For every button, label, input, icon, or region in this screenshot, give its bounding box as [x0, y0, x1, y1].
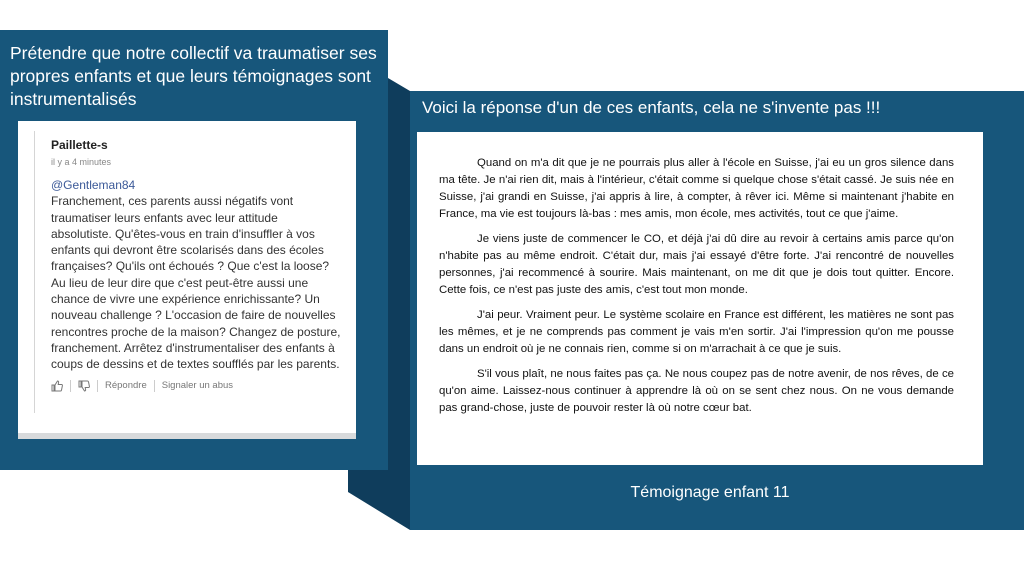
comment-body-wrapper — [51, 177, 341, 373]
action-divider — [97, 380, 98, 392]
testimony-paragraph: J'ai peur. Vraiment peur. Le système scolaire en France est différent, les matières ne sont pas les mêmes, et je ne comprends pas comment je vais m'en sortir. J'ai l'impression qu'on me pousse dans un endroit où je ne connais rien, comme si on m'arrachait à ce que je suis. — [439, 309, 954, 355]
comment-timestamp: il y a 4 minutes — [51, 157, 112, 167]
reply-link[interactable]: Répondre — [105, 380, 147, 392]
comment-author[interactable]: Paillette-s — [51, 138, 108, 152]
testimony-paragraph: S'il vous plaît, ne nous faites pas ça. Ne nous coupez pas de notre avenir, de nos rêves, de ce qu'on aime. Laissez-nous continuer à apprendre là où on se sent chez nous. On ne vous demande pas grand-chose, juste de pouvoir rester là où notre cœur bat. — [439, 368, 954, 414]
testimony-caption: Témoignage enfant 11 — [630, 484, 790, 501]
testimony-paragraph: Quand on m'a dit que je ne pourrais plus aller à l'école en Suisse, j'ai eu un gros silence dans ma tête. Je n'ai rien dit, mais à l'intérieur, c'était comme si quelque chose s'était cassé. Je suis née en Suisse, j'ai grandi en Suisse, j'ai appris à lire, à compter, à rêver ici. Même si maintenant j'habite en France, ma vie est toujours là-bas : mes amis, mon école, mes activités, tout ce que j'aime. — [439, 157, 954, 220]
report-abuse-link[interactable]: Signaler un abus — [161, 380, 234, 392]
comment-card — [18, 121, 356, 439]
action-divider — [70, 380, 71, 392]
testimony-paragraph: Je viens juste de commencer le CO, et déjà j'ai dû dire au revoir à certains amis parce qu'on n'habite pas au même endroit. C'était dur, mais j'ai essayé d'être forte. J'ai rencontré de nouvelles personnes, j'ai recommencé à sourire. Mais maintenant, on me dit que je dois tout quitter. Encore. Cette fois, ce n'est pas juste des amis, c'est tout mon monde. — [439, 233, 954, 296]
thumbs-up-icon[interactable] — [51, 380, 63, 392]
connector-shape — [348, 78, 412, 532]
comment-mention[interactable]: @Gentleman84 — [51, 178, 136, 192]
thumbs-down-icon[interactable] — [78, 380, 90, 392]
connector-polygon — [348, 78, 410, 530]
comment-thread — [34, 131, 348, 413]
testimony-text — [439, 155, 954, 425]
comment-actions — [51, 380, 348, 392]
comment-body: Franchement, ces parents aussi négatifs vont traumatiser leurs enfants avec leur attitude absolutiste. Qu'êtes-vous en train d'insuffler à vos enfants qui devront être scolarisés dans des écoles françaises? Qu'ils ont échoués ? Que c'est la loose? Au lieu de leur dire que c'est peut-être aussi une chance de vivre une expérience enrichissante? Un nouveau challenge ? L'occasion de faire de nouvelles rencontres proche de la maison? Changez de posture, franchement. Arrêtez d'instrumentaliser des enfants à coups de dessins et de textes soufflés par les parents. — [51, 194, 341, 372]
action-divider — [154, 380, 155, 392]
testimony-card — [417, 132, 983, 465]
left-panel-title: Prétendre que notre collectif va traumatiser ses propres enfants et que leurs témoignages sont instrumentalisés — [10, 43, 377, 109]
right-panel-title: Voici la réponse d'un de ces enfants, cela ne s'invente pas !!! — [422, 98, 881, 117]
